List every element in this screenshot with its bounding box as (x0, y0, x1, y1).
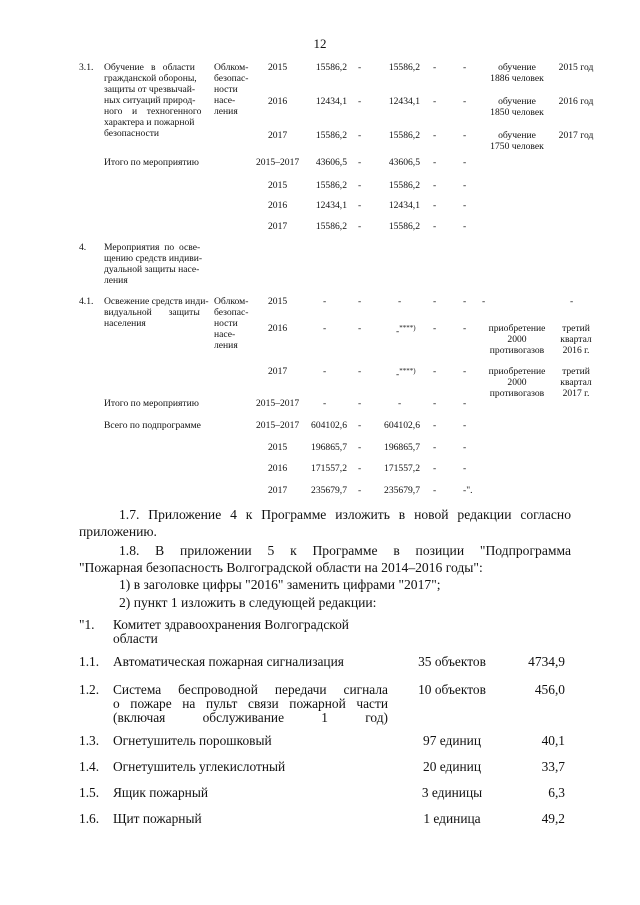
value-cell: 43606,5 (315, 157, 347, 168)
row-number: 4.1. (79, 296, 94, 307)
value-cell: 235679,7 (311, 485, 347, 496)
item-number: 1.3. (79, 733, 100, 748)
executor: Облком- безопас- ности насе- ления (214, 62, 249, 117)
item-name: Огнетушитель углекислотный (113, 759, 286, 774)
value-cell: - (398, 296, 402, 307)
value-cell: - (358, 157, 362, 168)
value-cell: -****) (396, 367, 416, 381)
value-cell: - (433, 323, 437, 334)
value-cell: - (463, 62, 467, 73)
value-cell: - (463, 420, 467, 431)
row-number: 3.1. (79, 62, 94, 73)
paragraph-1-7-line-2: приложению. (79, 524, 157, 539)
item-sum: 456,0 (534, 682, 565, 697)
item-sum: 40,1 (541, 733, 565, 748)
value-cell: - (358, 296, 362, 307)
result-cell: обучение 1750 человек (490, 130, 544, 152)
value-cell: - (433, 157, 437, 168)
value-cell: - (433, 180, 437, 191)
year-cell: 2016 (268, 200, 288, 211)
paragraph-1-8-line-1: 1.8. В приложении 5 к Программе в позиции "Подпрограмма (119, 543, 571, 558)
total-label: Итого по мероприятию (104, 157, 199, 168)
value-cell: 604102,6 (311, 420, 347, 431)
value-cell: - (358, 323, 362, 334)
value-cell: - (463, 130, 467, 141)
value-cell: -". (463, 485, 473, 496)
item-sum: 6,3 (548, 785, 565, 800)
value-cell: 15586,2 (315, 130, 347, 141)
term-cell: третий квартал 2017 г. (560, 366, 592, 399)
value-cell: 15586,2 (388, 221, 420, 232)
term-cell: третий квартал 2016 г. (560, 323, 592, 356)
value-cell: - (358, 420, 362, 431)
value-cell: 15586,2 (315, 62, 347, 73)
value-cell: - (358, 463, 362, 474)
value-cell: 604102,6 (384, 420, 420, 431)
item-quantity: 35 объектов (418, 654, 486, 669)
result-cell: приобретение 2000 противогазов (488, 323, 546, 356)
grand-total-label: Всего по подпрограмме (104, 420, 201, 431)
paragraph-1-8-item-1: 1) в заголовке цифры "2016" заменить цифрами "2017"; (119, 577, 441, 592)
item-quantity: 20 единиц (423, 759, 481, 774)
item-quantity: 97 единиц (423, 733, 481, 748)
year-cell: 2015 (268, 296, 288, 307)
value-cell: - (463, 96, 467, 107)
value-cell: 235679,7 (384, 485, 420, 496)
event-name: Мероприятия по осве- щению средств индиви- дуальной защиты насе- ления (104, 242, 203, 286)
value-cell: - (358, 366, 362, 377)
item-name: Ящик пожарный (113, 785, 209, 800)
value-cell: - (323, 296, 327, 307)
year-cell: 2015–2017 (256, 420, 300, 431)
value-cell: 15586,2 (315, 221, 347, 232)
value-cell: 15586,2 (388, 180, 420, 191)
value-cell: - (358, 180, 362, 191)
value-cell: 171557,2 (311, 463, 347, 474)
item-number: 1.2. (79, 682, 100, 697)
executor: Облком- безопас- ности насе- ления (214, 296, 249, 351)
year-cell: 2017 (268, 366, 288, 377)
item-quantity: 1 единица (423, 811, 481, 826)
term-cell: 2016 год (558, 96, 594, 107)
value-cell: - (570, 296, 574, 307)
year-cell: 2017 (268, 221, 288, 232)
item-name: Огнетушитель порошковый (113, 733, 272, 748)
value-cell: - (433, 96, 437, 107)
item-number: 1.1. (79, 654, 100, 669)
year-cell: 2017 (268, 130, 288, 141)
value-cell: 15586,2 (388, 62, 420, 73)
item-name: Система беспроводной передачи сигнала о пожаре на пульт связи пожарной части (включая обслуживание 1 год) (113, 682, 388, 725)
year-cell: 2015 (268, 180, 288, 191)
value-cell: 12434,1 (315, 200, 347, 211)
value-cell: - (433, 442, 437, 453)
year-cell: 2015 (268, 62, 288, 73)
result-cell: приобретение 2000 противогазов (488, 366, 546, 399)
value-cell: - (463, 180, 467, 191)
item-sum: 33,7 (541, 759, 565, 774)
value-cell: - (433, 130, 437, 141)
value-cell: - (323, 398, 327, 409)
item-number: 1.6. (79, 811, 100, 826)
year-cell: 2016 (268, 96, 288, 107)
term-cell: 2017 год (558, 130, 594, 141)
value-cell: - (358, 62, 362, 73)
item-quantity: 10 объектов (418, 682, 486, 697)
item-number: 1.5. (79, 785, 100, 800)
item-sum: 49,2 (541, 811, 565, 826)
value-cell: - (358, 442, 362, 453)
value-cell: - (358, 130, 362, 141)
year-cell: 2015 (268, 442, 288, 453)
value-cell: - (433, 296, 437, 307)
value-cell: - (433, 221, 437, 232)
value-cell: - (358, 200, 362, 211)
value-cell: - (433, 420, 437, 431)
value-cell: - (463, 200, 467, 211)
value-cell: - (433, 200, 437, 211)
year-cell: 2016 (268, 463, 288, 474)
value-cell: - (482, 296, 486, 307)
item-name: Щит пожарный (113, 811, 202, 826)
value-cell: - (463, 323, 467, 334)
year-cell: 2017 (268, 485, 288, 496)
event-name: Освежение средств инди- видуальной защиты населения (104, 296, 209, 329)
value-cell: - (433, 463, 437, 474)
paragraph-1-7-line-1: 1.7. Приложение 4 к Программе изложить в новой редакции согласно (119, 507, 571, 522)
year-cell: 2015–2017 (256, 398, 300, 409)
value-cell: 15586,2 (388, 130, 420, 141)
value-cell: - (323, 323, 327, 334)
value-cell: - (358, 485, 362, 496)
value-cell: - (323, 366, 327, 377)
value-cell: 196865,7 (384, 442, 420, 453)
value-cell: - (463, 221, 467, 232)
item-number: 1.4. (79, 759, 100, 774)
year-cell: 2016 (268, 323, 288, 334)
value-cell: - (433, 62, 437, 73)
value-cell: - (463, 398, 467, 409)
row-number: 4. (79, 242, 87, 253)
value-cell: -****) (396, 324, 416, 338)
value-cell: 196865,7 (311, 442, 347, 453)
value-cell: - (433, 398, 437, 409)
list-head-title: Комитет здравоохранения Волгоградской области (113, 617, 349, 646)
value-cell: - (463, 366, 467, 377)
result-cell: обучение 1850 человек (490, 96, 544, 118)
item-name: Автоматическая пожарная сигнализация (113, 654, 344, 669)
value-cell: - (463, 442, 467, 453)
value-cell: 15586,2 (315, 180, 347, 191)
total-label: Итого по мероприятию (104, 398, 199, 409)
paragraph-1-8-item-2: 2) пункт 1 изложить в следующей редакции: (119, 595, 377, 610)
event-name: Обучение в области гражданской обороны, защиты от чрезвычай- ных ситуаций природ- ного и техногенного характера и пожарной безопасности (104, 62, 202, 139)
value-cell: 12434,1 (388, 96, 420, 107)
value-cell: 12434,1 (388, 200, 420, 211)
term-cell: 2015 год (558, 62, 594, 73)
value-cell: 43606,5 (388, 157, 420, 168)
value-cell: - (358, 398, 362, 409)
list-head-number: "1. (79, 617, 95, 632)
value-cell: - (433, 485, 437, 496)
value-cell: - (433, 366, 437, 377)
value-cell: - (358, 96, 362, 107)
page-number: 12 (313, 36, 327, 51)
value-cell: - (463, 463, 467, 474)
item-sum: 4734,9 (528, 654, 565, 669)
value-cell: - (398, 398, 402, 409)
value-cell: - (463, 157, 467, 168)
result-cell: обучение 1886 человек (490, 62, 544, 84)
value-cell: - (463, 296, 467, 307)
value-cell: 171557,2 (384, 463, 420, 474)
paragraph-1-8-line-2: "Пожарная безопасность Волгоградской области на 2014–2016 годы": (79, 560, 483, 575)
item-quantity: 3 единицы (421, 785, 483, 800)
value-cell: 12434,1 (315, 96, 347, 107)
year-cell: 2015–2017 (256, 157, 300, 168)
value-cell: - (358, 221, 362, 232)
